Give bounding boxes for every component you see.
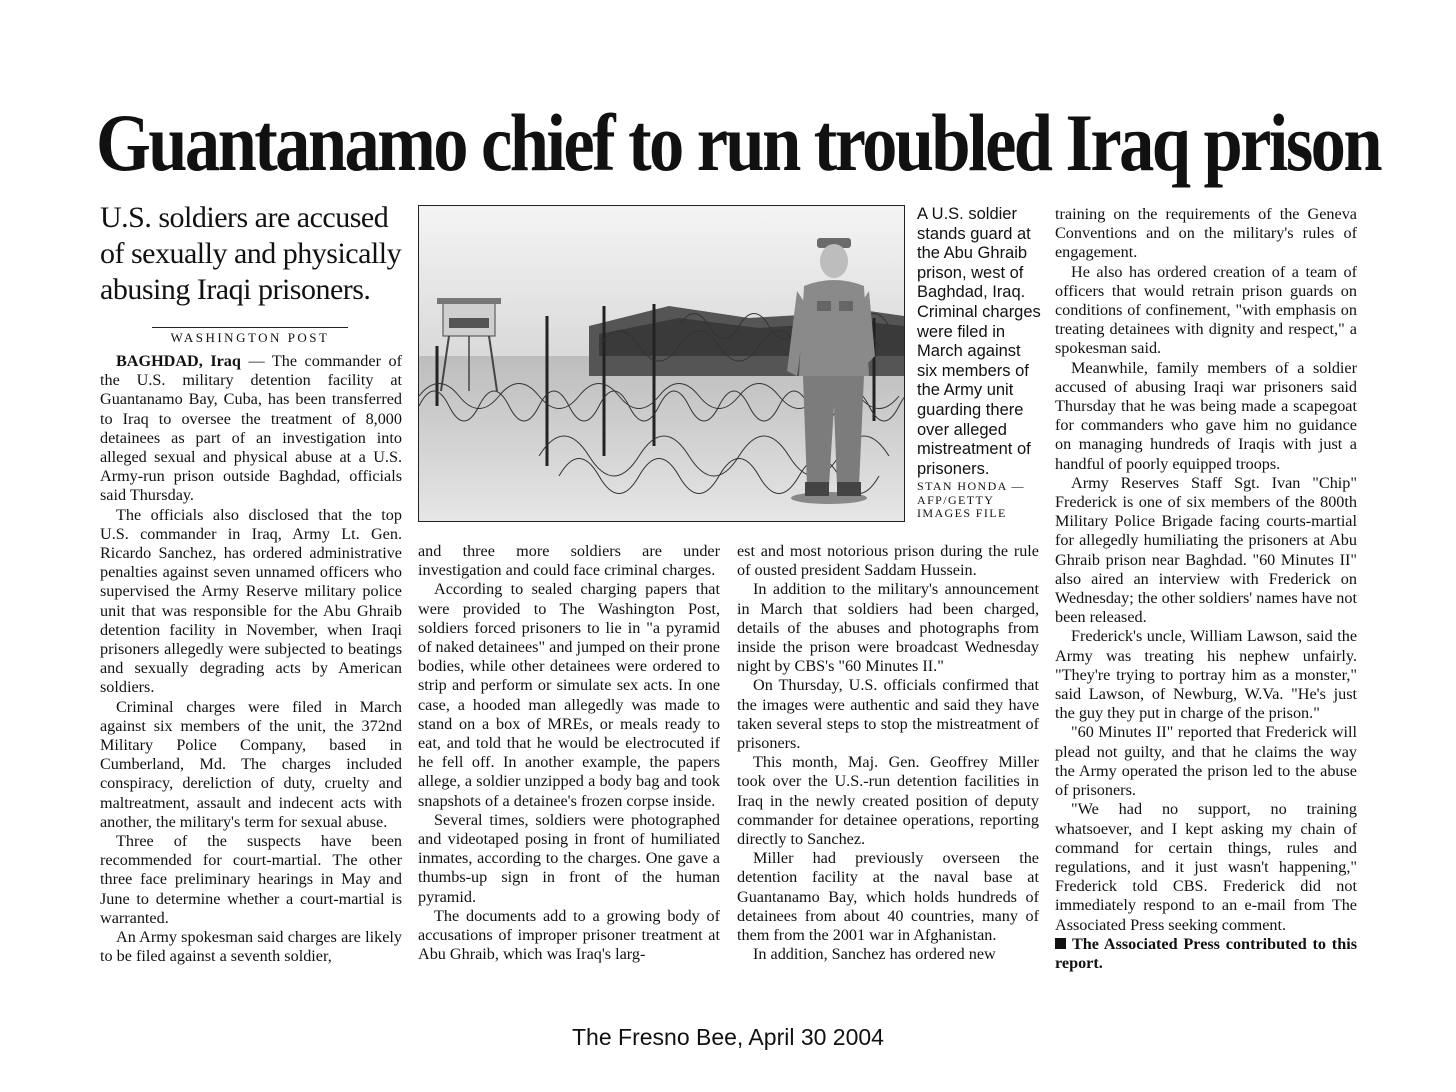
article-column-4 — [1055, 205, 1357, 973]
credit-line: IMAGES FILE — [917, 506, 1007, 520]
publication-footer: The Fresno Bee, April 30 2004 — [572, 1024, 884, 1050]
paragraph: Frederick's uncle, William Lawson, said the Army was treating his nephew unfairly. "They're trying to portray him as a monster," said Lawson, of Newburg, W.Va. "He's just the guy they put in charge of the prison." — [1055, 627, 1357, 723]
paragraph: Army Reserves Staff Sgt. Ivan "Chip" Frederick is one of six members of the 800th Military Police Brigade facing courts-martial for allegedly humiliating the prisoners at Abu Ghraib prison near Baghdad. "60 Minutes II" also aired an interview with Frederick on Wednesday; the other soldiers' names have not been released. — [1055, 473, 1357, 627]
photo-credit — [917, 480, 1045, 521]
credit-line: STAN HONDA — — [917, 479, 1025, 493]
paragraph: The documents add to a growing body of accusations of improper prisoner treatment at Abu Ghraib, which was Iraq's larg- — [418, 906, 720, 964]
article-column-1 — [100, 352, 402, 967]
contributor-tagline — [1055, 935, 1357, 973]
deck-line: abusing Iraqi prisoners. — [100, 273, 371, 306]
dateline: BAGHDAD, Iraq — [116, 352, 241, 370]
lead-paragraph — [100, 352, 402, 506]
paragraph: Three of the suspects have been recommended for court-martial. The other three face preliminary hearings in May and June to determine whether a court-martial is warranted. — [100, 832, 402, 927]
deck-line: of sexually and physically — [100, 237, 402, 270]
deck-line: U.S. soldiers are accused — [100, 201, 389, 234]
tagline-text: The Associated Press contributed to this report. — [1055, 934, 1357, 972]
paragraph: This month, Maj. Gen. Geoffrey Miller took over the U.S.-run detention facilities in Iraq in the newly created position of deputy commander for detainee operations, reporting directly to Sanchez. — [737, 753, 1039, 849]
credit-line: AFP/GETTY — [917, 492, 995, 507]
photo — [418, 205, 905, 522]
paragraph: Meanwhile, family members of a soldier accused of abusing Iraqi war prisoners said Thursday that he was being made a scapegoat for commanders who gave him no guidance on managing hundreds of Iraqis with just a handful of poorly equipped troops. — [1055, 358, 1357, 473]
soldier-guard-photo — [419, 206, 904, 521]
paragraph: The officials also disclosed that the top U.S. commander in Iraq, Army Lt. Gen. Ricardo Sanchez, has ordered administrative penalties against seven unnamed officers who supervised the Army Reserve military police unit that was responsible for the Abu Ghraib detention facility in November, when Iraqi prisoners allegedly were subjected to beatings and sexually degrading acts by American soldiers. — [100, 505, 402, 697]
paragraph: Criminal charges were filed in March against six members of the unit, the 372nd Military Police Company, based in Cumberland, Md. The charges included conspiracy, dereliction of duty, cruelty and maltreatment, assault and indecent acts with another, the military's term for sexual abuse. — [100, 697, 402, 831]
square-bullet-icon — [1055, 938, 1066, 949]
paragraph: He also has ordered creation of a team of officers that would retrain prison guards on conditions of confinement, "with emphasis on treating detainees with dignity and respect," a spokesman said. — [1055, 262, 1357, 358]
paragraph: On Thursday, U.S. officials confirmed that the images were authentic and said they have taken several steps to stop the mistreatment of prisoners. — [737, 676, 1039, 753]
wire-rule — [152, 327, 348, 328]
article-column-3 — [737, 542, 1039, 964]
article-column-2 — [418, 542, 720, 964]
wire-credit: WASHINGTON POST — [170, 330, 330, 345]
paragraph: "60 Minutes II" reported that Frederick will plead not guilty, and that he claims the way the Army operated the prison led to the abuse of prisoners. — [1055, 723, 1357, 800]
paragraph: According to sealed charging papers that were provided to The Washington Post, soldiers forced prisoners to lie in "a pyramid of naked detainees" and jumped on their prone bodies, while other detainees were ordered to strip and perform or simulate sex acts. In one case, a hooded man allegedly was made to stand on a box of MREs, or meals ready to eat, and told that he would be electrocuted if he fell off. In another example, the papers allege, a soldier unzipped a body bag and took snapshots of a detainee's frozen corpse inside. — [418, 580, 720, 810]
paragraph: est and most notorious prison during the rule of ousted president Saddam Hussein. — [737, 542, 1039, 580]
deck — [100, 200, 400, 308]
paragraph: An Army spokesman said charges are likely to be filed against a seventh soldier, — [100, 928, 402, 966]
paragraph: In addition to the military's announcement in March that soldiers had been charged, details of the abuses and photographs from inside the prison were broadcast Wednesday night by CBS's "60 Minutes II." — [737, 580, 1039, 676]
paragraph: and three more soldiers are under investigation and could face criminal charges. — [418, 542, 720, 580]
photo-caption: A U.S. soldier stands guard at the Abu Ghraib prison, west of Baghdad, Iraq. Criminal charges were filed in March against six members of the Army unit guarding there over alleged mistreatment of prisoners. — [917, 205, 1041, 478]
paragraph: Miller had previously overseen the detention facility at the naval base at Guantanamo Bay, which holds hundreds of detainees from about 40 countries, many of them from the 2001 war in Afghanistan. — [737, 849, 1039, 945]
paragraph: In addition, Sanchez has ordered new — [753, 945, 996, 964]
paragraph: Several times, soldiers were photographed and videotaped posing in front of humiliated inmates, according to the charges. One gave a thumbs-up sign in front of the human pyramid. — [418, 810, 720, 906]
paragraph: training on the requirements of the Geneva Conventions and on the military's rules of engagement. — [1055, 205, 1357, 262]
paragraph: "We had no support, no training whatsoever, and I kept asking my chain of command for certain things, rules and regulations, and it just wasn't happening," Frederick told CBS. Frederick did not immediately respond to an e-mail from The Associated Press seeking comment. — [1055, 800, 1357, 934]
lead-text: — The commander of the U.S. military detention facility at Guantanamo Bay, Cuba, has been transferred to Iraq to oversee the treatment of 8,000 detainees as part of an investigation into alleged sexual and physical abuse at a U.S. Army-run prison outside Baghdad, officials said Thursday. — [100, 352, 402, 505]
headline: Guantanamo chief to run troubled Iraq prison — [96, 97, 1381, 188]
